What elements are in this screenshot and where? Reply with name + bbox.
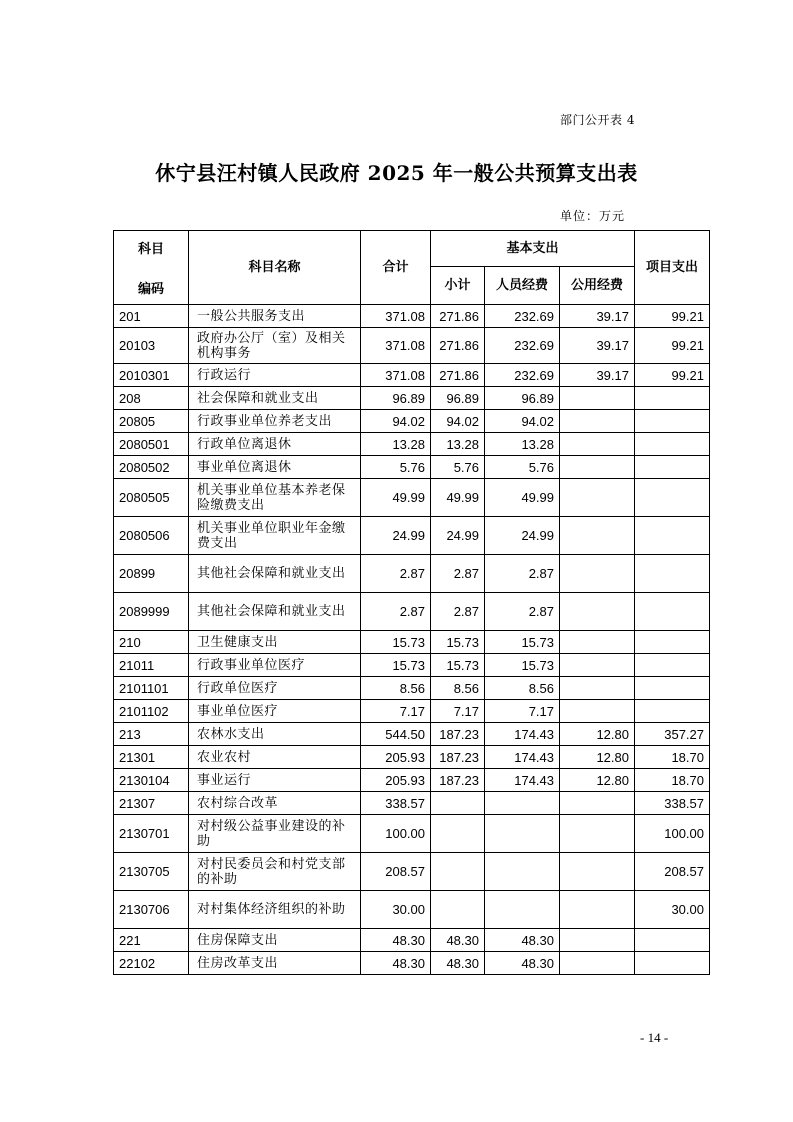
cell-project xyxy=(635,677,710,700)
cell-project xyxy=(635,929,710,952)
cell-total: 205.93 xyxy=(361,769,431,792)
cell-code: 20103 xyxy=(114,328,189,364)
table-row xyxy=(114,746,710,769)
cell-public xyxy=(560,456,635,479)
cell-project xyxy=(635,555,710,593)
cell-subtotal: 13.28 xyxy=(431,433,485,456)
table-row xyxy=(114,769,710,792)
cell-name: 行政单位医疗 xyxy=(189,677,361,700)
cell-total: 15.73 xyxy=(361,654,431,677)
cell-total: 371.08 xyxy=(361,328,431,364)
cell-public xyxy=(560,410,635,433)
cell-total: 2.87 xyxy=(361,555,431,593)
header-public: 公用经费 xyxy=(560,267,635,305)
cell-code: 2130705 xyxy=(114,853,189,891)
cell-name: 农村综合改革 xyxy=(189,792,361,815)
cell-name: 事业运行 xyxy=(189,769,361,792)
budget-table xyxy=(113,230,710,975)
cell-public xyxy=(560,700,635,723)
cell-personnel: 96.89 xyxy=(485,387,560,410)
table-row xyxy=(114,593,710,631)
cell-name: 事业单位医疗 xyxy=(189,700,361,723)
cell-total: 49.99 xyxy=(361,479,431,517)
cell-name: 对村级公益事业建设的补助 xyxy=(189,815,361,853)
cell-project: 357.27 xyxy=(635,723,710,746)
cell-subtotal: 271.86 xyxy=(431,305,485,328)
cell-project: 99.21 xyxy=(635,364,710,387)
cell-code: 2130706 xyxy=(114,891,189,929)
header-subtotal: 小计 xyxy=(431,267,485,305)
cell-subtotal xyxy=(431,891,485,929)
cell-public xyxy=(560,891,635,929)
header-personnel: 人员经费 xyxy=(485,267,560,305)
cell-code: 21307 xyxy=(114,792,189,815)
cell-project xyxy=(635,700,710,723)
cell-code: 2010301 xyxy=(114,364,189,387)
cell-personnel: 174.43 xyxy=(485,769,560,792)
cell-public: 12.80 xyxy=(560,723,635,746)
cell-personnel: 49.99 xyxy=(485,479,560,517)
cell-public: 39.17 xyxy=(560,305,635,328)
cell-code: 221 xyxy=(114,929,189,952)
cell-public: 12.80 xyxy=(560,769,635,792)
cell-subtotal: 187.23 xyxy=(431,746,485,769)
cell-total: 96.89 xyxy=(361,387,431,410)
table-row xyxy=(114,853,710,891)
cell-personnel: 15.73 xyxy=(485,654,560,677)
cell-project xyxy=(635,433,710,456)
cell-code: 208 xyxy=(114,387,189,410)
table-row xyxy=(114,305,710,328)
cell-code: 2130104 xyxy=(114,769,189,792)
cell-project xyxy=(635,456,710,479)
cell-name: 卫生健康支出 xyxy=(189,631,361,654)
cell-name: 其他社会保障和就业支出 xyxy=(189,593,361,631)
cell-public xyxy=(560,517,635,555)
cell-personnel: 15.73 xyxy=(485,631,560,654)
cell-personnel xyxy=(485,891,560,929)
cell-project xyxy=(635,952,710,975)
table-row xyxy=(114,410,710,433)
cell-code: 20899 xyxy=(114,555,189,593)
cell-personnel: 232.69 xyxy=(485,328,560,364)
cell-personnel: 5.76 xyxy=(485,456,560,479)
cell-personnel xyxy=(485,853,560,891)
cell-code: 2089999 xyxy=(114,593,189,631)
page-title: 休宁县汪村镇人民政府 2025 年一般公共预算支出表 xyxy=(155,161,638,185)
cell-code: 2130701 xyxy=(114,815,189,853)
cell-name: 机关事业单位职业年金缴费支出 xyxy=(189,517,361,555)
cell-personnel: 13.28 xyxy=(485,433,560,456)
header-code-line2: 编码 xyxy=(137,282,164,297)
cell-subtotal xyxy=(431,853,485,891)
cell-name: 一般公共服务支出 xyxy=(189,305,361,328)
cell-total: 7.17 xyxy=(361,700,431,723)
cell-public: 39.17 xyxy=(560,328,635,364)
cell-project xyxy=(635,387,710,410)
cell-public xyxy=(560,815,635,853)
cell-name: 行政事业单位养老支出 xyxy=(189,410,361,433)
table-row xyxy=(114,815,710,853)
cell-project: 99.21 xyxy=(635,305,710,328)
cell-project: 99.21 xyxy=(635,328,710,364)
table-row xyxy=(114,433,710,456)
cell-subtotal: 271.86 xyxy=(431,364,485,387)
table-tag: 部门公开表 4 xyxy=(560,113,635,127)
cell-code: 20805 xyxy=(114,410,189,433)
table-row xyxy=(114,700,710,723)
table-row xyxy=(114,387,710,410)
cell-personnel xyxy=(485,792,560,815)
cell-name: 事业单位离退休 xyxy=(189,456,361,479)
cell-name: 行政单位离退休 xyxy=(189,433,361,456)
cell-name: 行政运行 xyxy=(189,364,361,387)
cell-public: 39.17 xyxy=(560,364,635,387)
cell-public xyxy=(560,929,635,952)
header-code xyxy=(114,231,189,305)
table-row xyxy=(114,328,710,364)
table-row xyxy=(114,929,710,952)
cell-total: 48.30 xyxy=(361,952,431,975)
cell-subtotal: 2.87 xyxy=(431,555,485,593)
cell-name: 农业农村 xyxy=(189,746,361,769)
cell-code: 2101102 xyxy=(114,700,189,723)
header-total: 合计 xyxy=(361,231,431,305)
cell-public xyxy=(560,792,635,815)
table-row xyxy=(114,723,710,746)
cell-subtotal: 5.76 xyxy=(431,456,485,479)
cell-personnel: 8.56 xyxy=(485,677,560,700)
cell-project: 338.57 xyxy=(635,792,710,815)
cell-total: 338.57 xyxy=(361,792,431,815)
cell-personnel: 232.69 xyxy=(485,364,560,387)
cell-project xyxy=(635,479,710,517)
table-row xyxy=(114,654,710,677)
cell-personnel: 48.30 xyxy=(485,929,560,952)
cell-name: 机关事业单位基本养老保险缴费支出 xyxy=(189,479,361,517)
cell-name: 行政事业单位医疗 xyxy=(189,654,361,677)
unit-label: 单位：万元 xyxy=(560,209,626,223)
cell-subtotal: 24.99 xyxy=(431,517,485,555)
cell-total: 24.99 xyxy=(361,517,431,555)
cell-code: 2080502 xyxy=(114,456,189,479)
cell-subtotal: 49.99 xyxy=(431,479,485,517)
cell-public xyxy=(560,677,635,700)
cell-public xyxy=(560,387,635,410)
cell-public xyxy=(560,555,635,593)
cell-subtotal: 187.23 xyxy=(431,723,485,746)
cell-project xyxy=(635,654,710,677)
cell-subtotal: 187.23 xyxy=(431,769,485,792)
table-row xyxy=(114,677,710,700)
cell-project: 100.00 xyxy=(635,815,710,853)
header-basic: 基本支出 xyxy=(431,231,635,267)
cell-total: 371.08 xyxy=(361,364,431,387)
cell-project: 18.70 xyxy=(635,769,710,792)
cell-code: 201 xyxy=(114,305,189,328)
cell-personnel: 48.30 xyxy=(485,952,560,975)
table-row xyxy=(114,631,710,654)
cell-personnel xyxy=(485,815,560,853)
cell-code: 210 xyxy=(114,631,189,654)
cell-name: 对村民委员会和村党支部的补助 xyxy=(189,853,361,891)
cell-public: 12.80 xyxy=(560,746,635,769)
cell-total: 205.93 xyxy=(361,746,431,769)
cell-personnel: 24.99 xyxy=(485,517,560,555)
cell-personnel: 2.87 xyxy=(485,555,560,593)
cell-code: 2080506 xyxy=(114,517,189,555)
header-code-line1: 科目 xyxy=(137,242,164,257)
cell-total: 13.28 xyxy=(361,433,431,456)
cell-personnel: 7.17 xyxy=(485,700,560,723)
cell-total: 371.08 xyxy=(361,305,431,328)
cell-project xyxy=(635,593,710,631)
cell-subtotal: 15.73 xyxy=(431,631,485,654)
cell-public xyxy=(560,479,635,517)
cell-subtotal: 48.30 xyxy=(431,952,485,975)
cell-name: 农林水支出 xyxy=(189,723,361,746)
cell-project xyxy=(635,517,710,555)
cell-personnel: 174.43 xyxy=(485,723,560,746)
cell-project: 208.57 xyxy=(635,853,710,891)
table-row xyxy=(114,479,710,517)
cell-subtotal: 15.73 xyxy=(431,654,485,677)
cell-total: 48.30 xyxy=(361,929,431,952)
cell-project xyxy=(635,410,710,433)
cell-subtotal: 8.56 xyxy=(431,677,485,700)
cell-name: 政府办公厅（室）及相关机构事务 xyxy=(189,328,361,364)
table-row xyxy=(114,792,710,815)
cell-subtotal: 94.02 xyxy=(431,410,485,433)
cell-total: 2.87 xyxy=(361,593,431,631)
cell-code: 22102 xyxy=(114,952,189,975)
cell-personnel: 174.43 xyxy=(485,746,560,769)
cell-public xyxy=(560,631,635,654)
cell-total: 100.00 xyxy=(361,815,431,853)
cell-name: 其他社会保障和就业支出 xyxy=(189,555,361,593)
table-body xyxy=(114,305,710,975)
cell-total: 544.50 xyxy=(361,723,431,746)
cell-subtotal: 48.30 xyxy=(431,929,485,952)
cell-subtotal xyxy=(431,792,485,815)
table-row xyxy=(114,952,710,975)
cell-total: 208.57 xyxy=(361,853,431,891)
cell-name: 住房保障支出 xyxy=(189,929,361,952)
cell-subtotal: 96.89 xyxy=(431,387,485,410)
header-name: 科目名称 xyxy=(189,231,361,305)
cell-name: 社会保障和就业支出 xyxy=(189,387,361,410)
table-row xyxy=(114,517,710,555)
cell-code: 21301 xyxy=(114,746,189,769)
cell-public xyxy=(560,853,635,891)
cell-total: 8.56 xyxy=(361,677,431,700)
header-project: 项目支出 xyxy=(635,231,710,305)
cell-code: 2080505 xyxy=(114,479,189,517)
cell-code: 213 xyxy=(114,723,189,746)
cell-subtotal xyxy=(431,815,485,853)
cell-subtotal: 2.87 xyxy=(431,593,485,631)
cell-public xyxy=(560,433,635,456)
table-row xyxy=(114,364,710,387)
table-row xyxy=(114,456,710,479)
cell-code: 2101101 xyxy=(114,677,189,700)
cell-project: 18.70 xyxy=(635,746,710,769)
table-row xyxy=(114,555,710,593)
cell-public xyxy=(560,952,635,975)
cell-project xyxy=(635,631,710,654)
cell-personnel: 232.69 xyxy=(485,305,560,328)
cell-total: 5.76 xyxy=(361,456,431,479)
cell-code: 21011 xyxy=(114,654,189,677)
cell-personnel: 2.87 xyxy=(485,593,560,631)
cell-total: 15.73 xyxy=(361,631,431,654)
table-row xyxy=(114,891,710,929)
page-number: - 14 - xyxy=(640,1030,669,1045)
cell-project: 30.00 xyxy=(635,891,710,929)
cell-personnel: 94.02 xyxy=(485,410,560,433)
cell-code: 2080501 xyxy=(114,433,189,456)
cell-total: 30.00 xyxy=(361,891,431,929)
cell-name: 对村集体经济组织的补助 xyxy=(189,891,361,929)
cell-public xyxy=(560,654,635,677)
cell-subtotal: 271.86 xyxy=(431,328,485,364)
cell-name: 住房改革支出 xyxy=(189,952,361,975)
cell-public xyxy=(560,593,635,631)
cell-subtotal: 7.17 xyxy=(431,700,485,723)
cell-total: 94.02 xyxy=(361,410,431,433)
